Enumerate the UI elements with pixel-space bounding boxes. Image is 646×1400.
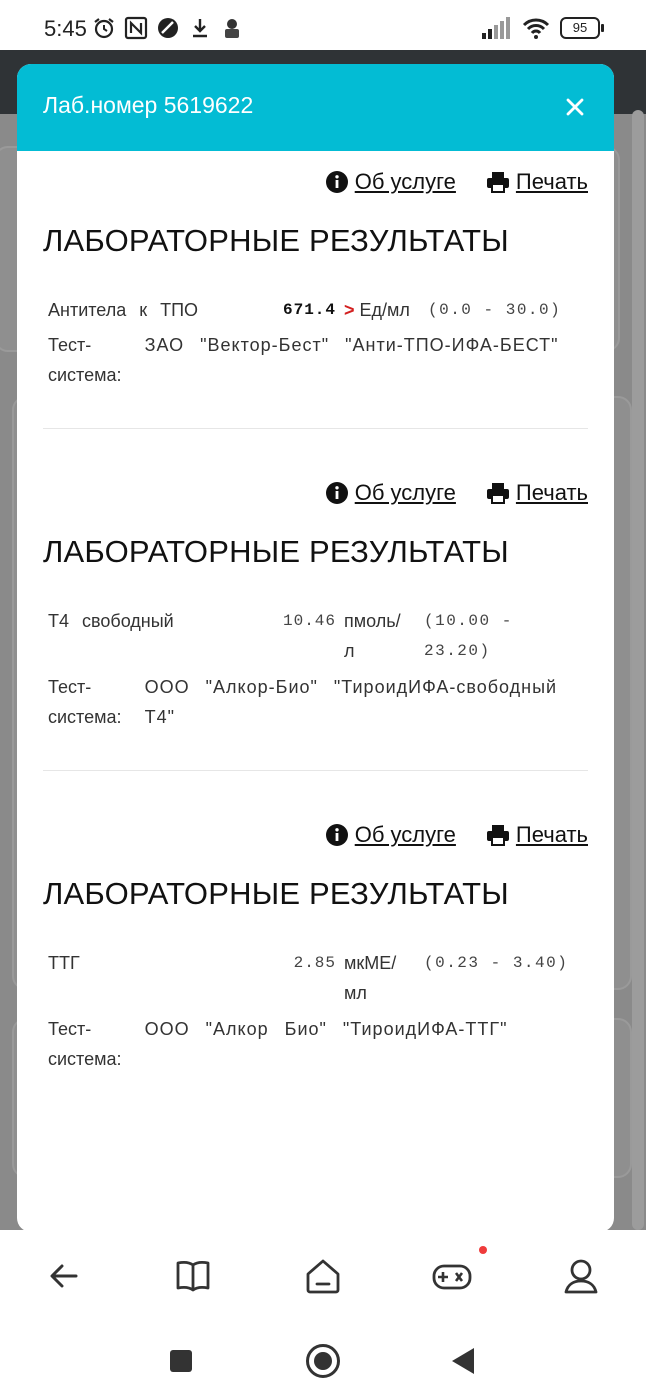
signal-icon (482, 17, 512, 39)
reference-range (424, 606, 584, 666)
test-system-row (43, 330, 588, 390)
about-service-link[interactable] (325, 480, 456, 506)
background-scrollbar (632, 110, 644, 1230)
info-icon (325, 170, 349, 194)
test-system-value: ЗАО "Вектор-Бест" "Анти-ТПО-ИФА-БЕСТ" (144, 335, 559, 355)
test-system-value (145, 672, 588, 732)
test-unit (336, 295, 424, 325)
test-value: 10.46 (282, 612, 336, 630)
printer-icon (486, 823, 510, 847)
back-triangle-icon[interactable] (450, 1347, 476, 1375)
bottom-navigation (0, 1232, 646, 1322)
test-name: Т4 свободный (48, 611, 174, 631)
print-label: Печать (515, 480, 588, 505)
label-line: Тест- (48, 1019, 92, 1039)
section-title: ЛАБОРАТОРНЫЕ РЕЗУЛЬТАТЫ (43, 534, 509, 569)
print-link[interactable] (486, 480, 588, 506)
notification-dot (479, 1246, 487, 1254)
unit-line: л (344, 641, 355, 661)
wifi-icon (522, 17, 550, 39)
about-service-link[interactable] (325, 822, 456, 848)
alarm-icon (92, 16, 116, 40)
test-system-row (43, 1014, 588, 1074)
test-unit (336, 948, 424, 1008)
test-unit (336, 606, 424, 666)
section-actions (43, 819, 588, 851)
battery-icon: 95 (560, 17, 600, 39)
test-name: Антитела к ТПО (48, 300, 199, 320)
out-of-range-flag: > (344, 300, 355, 320)
modal-header (17, 64, 614, 151)
label-line: система: (48, 1049, 122, 1069)
unit-line: мкМЕ/ (344, 953, 397, 973)
test-system-label (43, 330, 145, 390)
book-icon[interactable] (173, 1256, 213, 1296)
status-indicators (482, 17, 600, 39)
test-value: 2.85 (293, 954, 336, 972)
lab-results-modal (17, 64, 614, 1232)
result-row (43, 606, 588, 666)
status-bar (0, 0, 646, 50)
test-value: 671.4 (282, 301, 336, 319)
section-actions (43, 477, 588, 509)
value-line: ООО "Алкор-Био" "ТироидИФА-свободный (144, 677, 558, 697)
printer-icon (486, 170, 510, 194)
info-icon (325, 823, 349, 847)
home-icon[interactable] (303, 1256, 343, 1296)
range-line: 23.20) (424, 642, 491, 660)
printer-icon (486, 481, 510, 505)
profile-icon[interactable] (561, 1256, 601, 1296)
about-service-label: Об услуге (354, 822, 456, 847)
result-section (17, 429, 614, 732)
print-link[interactable] (486, 822, 588, 848)
section-title: ЛАБОРАТОРНЫЕ РЕЗУЛЬТАТЫ (43, 876, 509, 911)
system-navigation (0, 1322, 646, 1400)
test-system-value: ООО "Алкор Био" "ТироидИФА-ТТГ" (144, 1019, 508, 1039)
vpn-icon (156, 16, 180, 40)
test-system-label (43, 672, 145, 732)
about-service-link[interactable] (325, 169, 456, 195)
gamepad-icon[interactable] (432, 1256, 472, 1296)
about-service-label: Об услуге (354, 169, 456, 194)
section-title: ЛАБОРАТОРНЫЕ РЕЗУЛЬТАТЫ (43, 223, 509, 258)
print-link[interactable] (486, 169, 588, 195)
notification-icons (92, 16, 244, 40)
result-row (43, 295, 588, 325)
unit-line: мл (344, 983, 367, 1003)
result-row (43, 948, 588, 1008)
test-system-label (43, 1014, 145, 1074)
label-line: система: (48, 707, 122, 727)
reference-range: (0.0 - 30.0) (428, 301, 562, 319)
result-section (17, 771, 614, 1074)
print-label: Печать (515, 169, 588, 194)
about-service-label: Об услуге (354, 480, 456, 505)
unit-line: пмоль/ (344, 611, 401, 631)
download-icon (188, 16, 212, 40)
back-arrow-icon[interactable] (44, 1256, 84, 1296)
recents-square-icon[interactable] (169, 1349, 193, 1373)
test-name: ТТГ (48, 953, 80, 973)
modal-title: Лаб.номер 5619622 (43, 92, 254, 118)
nfc-icon (124, 16, 148, 40)
status-time: 5:45 (44, 16, 87, 41)
label-line: система: (48, 365, 122, 385)
result-section (17, 151, 614, 390)
section-actions (43, 166, 588, 198)
home-circle-icon[interactable] (305, 1343, 341, 1379)
label-line: Тест- (48, 677, 92, 697)
test-system-row (43, 672, 588, 732)
reference-range: (0.23 - 3.40) (424, 954, 569, 972)
range-line: (10.00 - (424, 612, 513, 630)
unit-text: Ед/мл (359, 300, 410, 320)
close-icon[interactable] (560, 92, 590, 122)
label-line: Тест- (48, 335, 92, 355)
value-line: Т4" (144, 707, 176, 727)
app-notification-icon (220, 16, 244, 40)
info-icon (325, 481, 349, 505)
print-label: Печать (515, 822, 588, 847)
